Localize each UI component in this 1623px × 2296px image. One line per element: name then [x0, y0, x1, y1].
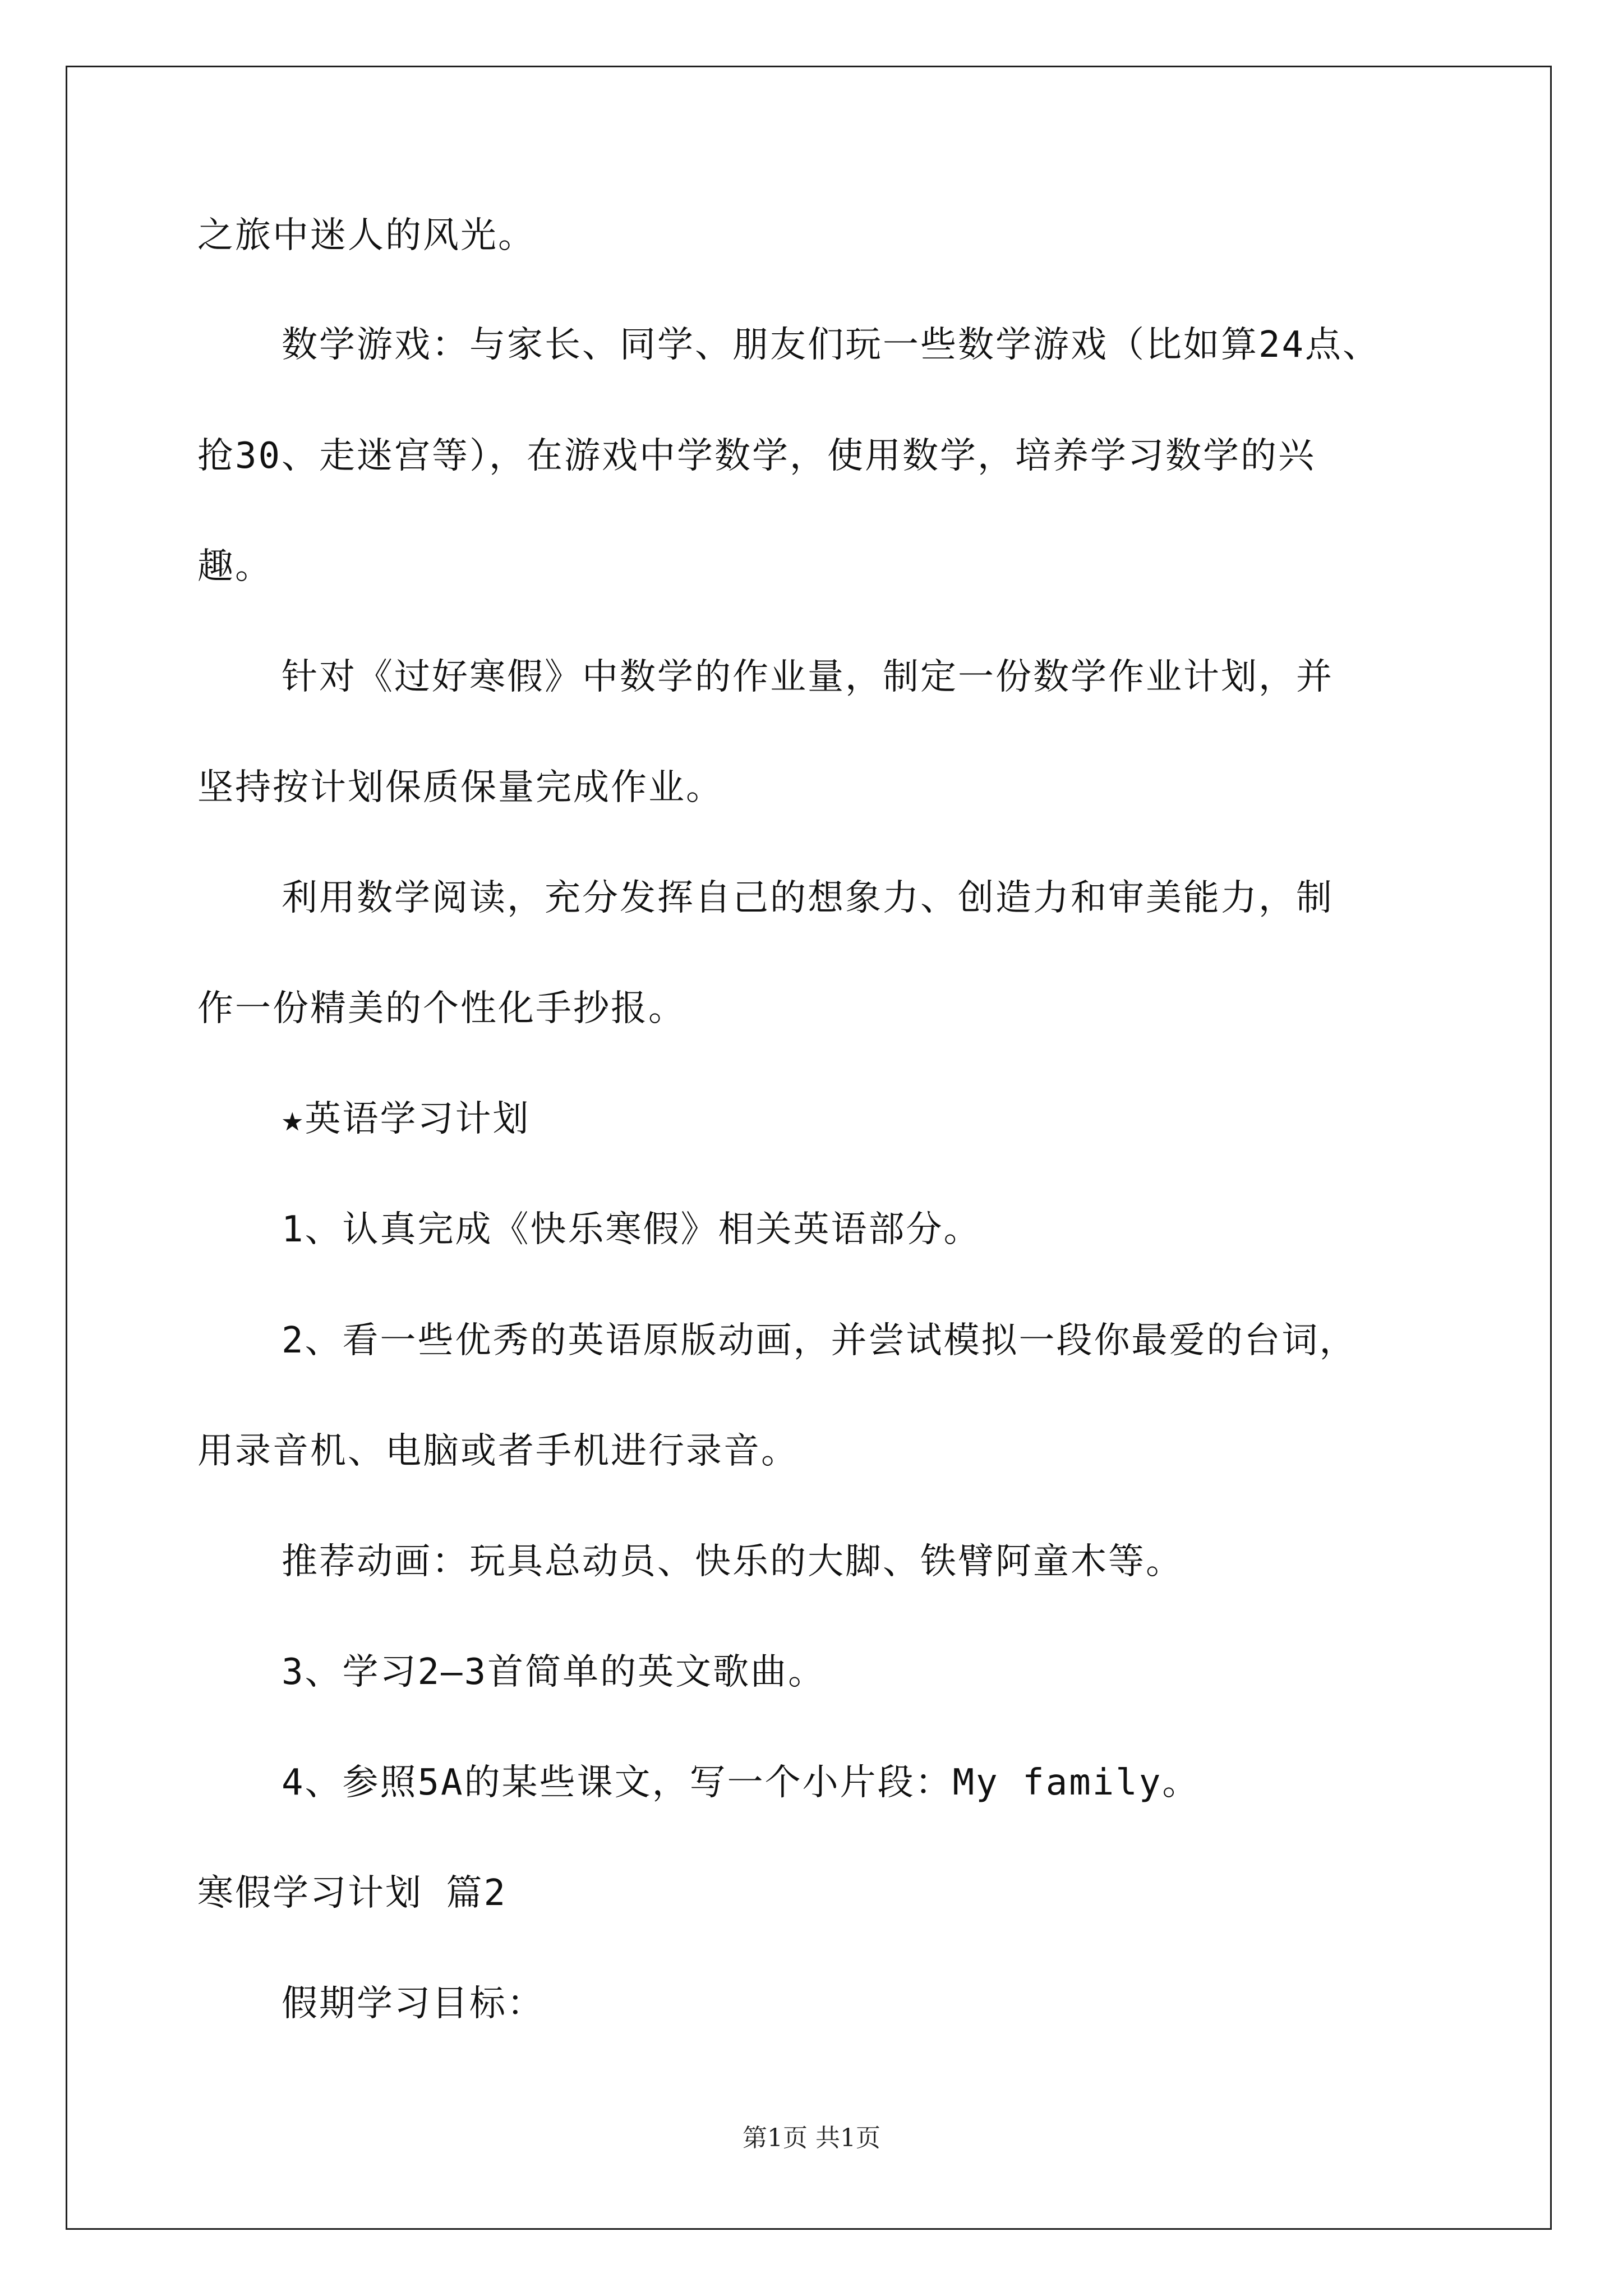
text-line: 抢30、走迷宫等），在游戏中学数学，使用数学，培养学习数学的兴 [197, 435, 1316, 477]
text-line: 坚持按计划保质保量完成作业。 [197, 767, 723, 808]
text-line: 趣。 [197, 546, 273, 587]
text-line: 4、参照5A的某些课文，写一个小片段：My family。 [282, 1762, 1200, 1803]
text-line: 假期学习目标： [282, 1983, 545, 2024]
text-line: 作一份精美的个性化手抄报。 [197, 988, 686, 1029]
page-number-footer: 第1页 共1页 [743, 2124, 880, 2152]
text-line: 针对《过好寒假》中数学的作业量，制定一份数学作业计划，并 [282, 656, 1334, 698]
text-line: 之旅中迷人的风光。 [197, 215, 536, 256]
section-title: 寒假学习计划 篇2 [197, 1872, 508, 1914]
text-line: 3、学习2—3首简单的英文歌曲。 [282, 1651, 826, 1693]
text-line: 推荐动画：玩具总动员、快乐的大脚、铁臂阿童木等。 [282, 1541, 1183, 1582]
text-line: 利用数学阅读，充分发挥自己的想象力、创造力和审美能力，制 [282, 877, 1334, 919]
text-line: 用录音机、电脑或者手机进行录音。 [197, 1430, 799, 1472]
text-line: 2、看一些优秀的英语原版动画，并尝试模拟一段你最爱的台词， [282, 1320, 1357, 1361]
text-line: 1、认真完成《快乐寒假》相关英语部分。 [282, 1209, 981, 1250]
section-heading-english: ★英语学习计划 [282, 1098, 531, 1140]
text-line: 数学游戏：与家长、同学、朋友们玩一些数学游戏（比如算24点、 [282, 324, 1381, 366]
